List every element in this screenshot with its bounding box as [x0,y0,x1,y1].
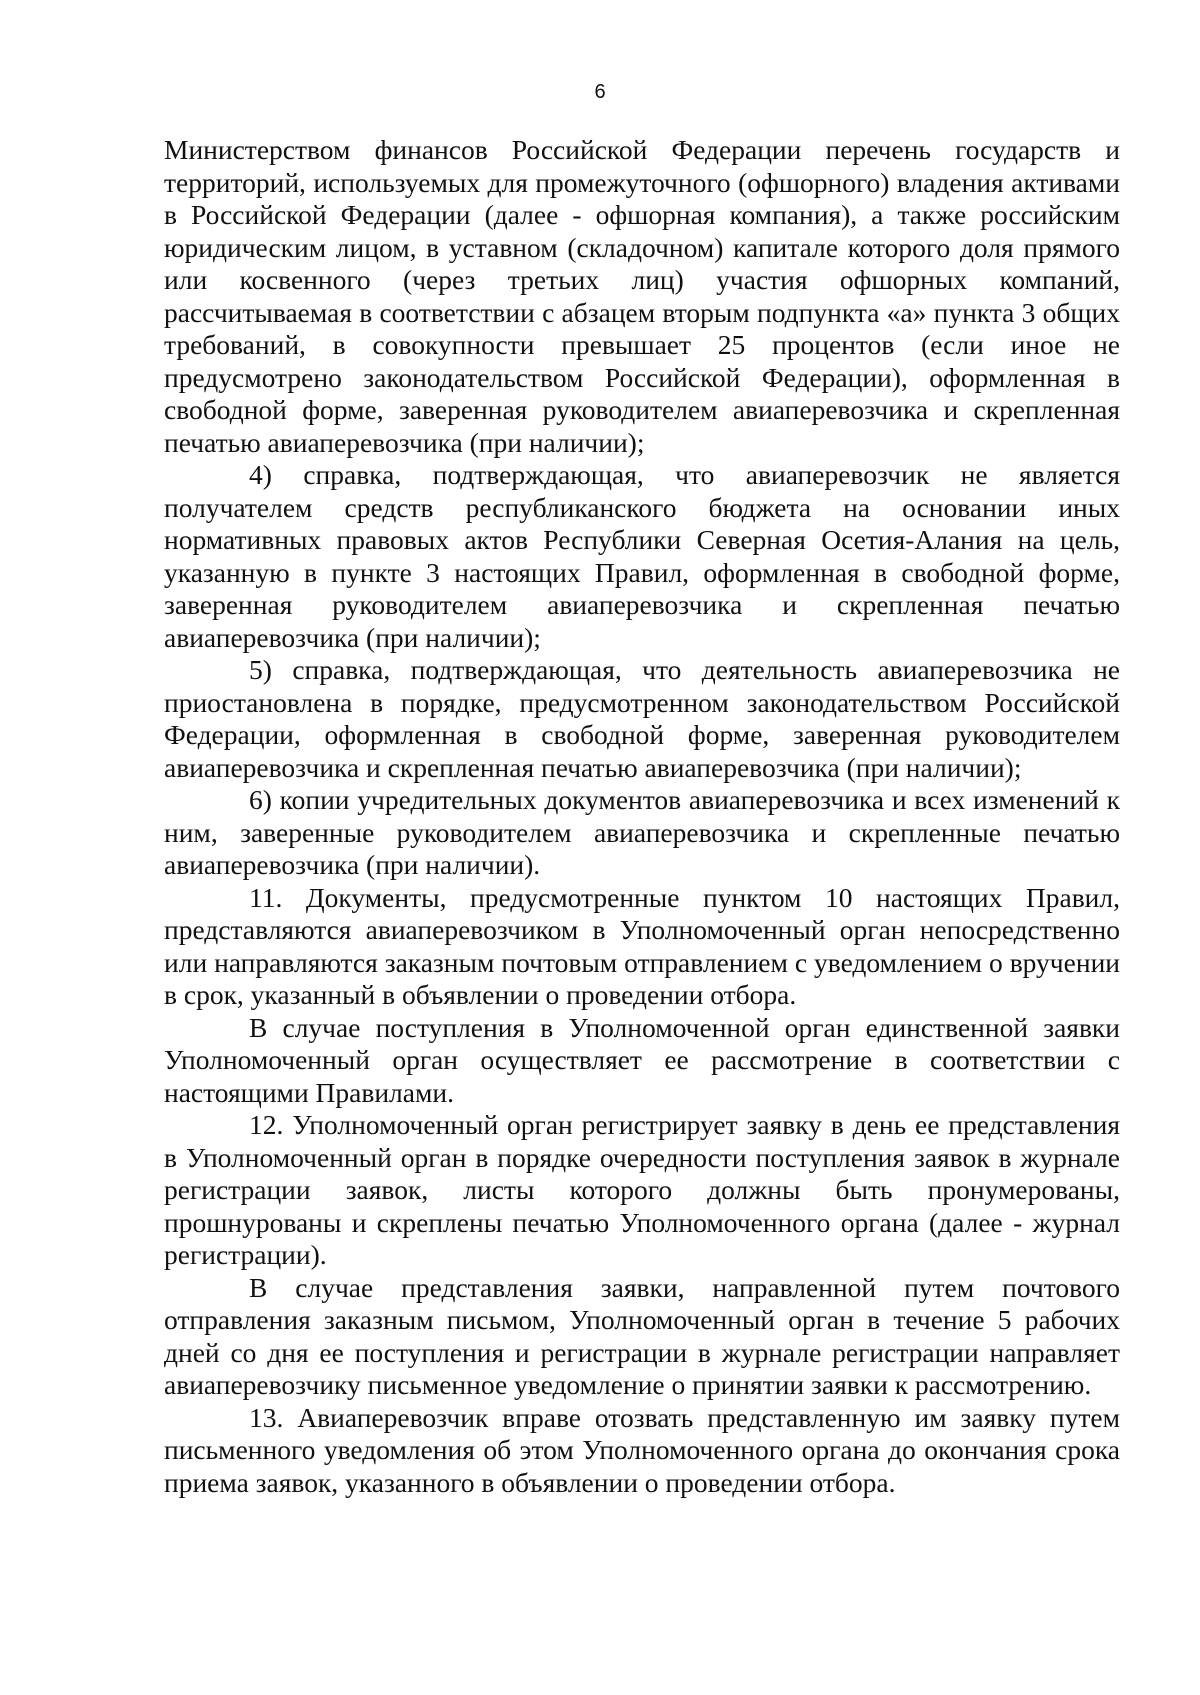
paragraph-single-application: В случае поступления в Уполномоченной орган единственной заявки Уполномоченный орган осуществляет ее рассмотрение в соответствии с настоящими Правилами. [164,1011,1120,1108]
page-number: 6 [594,81,606,103]
paragraph-postal-application: В случае представления заявки, направленной путем почтового отправления заказным письмом, Уполномоченный орган в течение 5 рабочих дней со дня ее поступления и регистрации в журнале регистрации направляет авиаперевозчику письменное уведомление о принятии заявки к рассмотрению. [164,1271,1120,1400]
paragraph-clause-11: 11. Документы, предусмотренные пунктом 10 настоящих Правил, представляются авиаперевозчиком в Уполномоченный орган непосредственно или направляются заказным почтовым отправлением с уведомлением о вручении в срок, указанный в объявлении о проведении отбора. [164,881,1120,1010]
paragraph-item-6: 6) копии учредительных документов авиаперевозчика и всех изменений к ним, заверенные руководителем авиаперевозчика и скрепленные печатью авиаперевозчика (при наличии). [164,784,1120,880]
paragraph-clause-12: 12. Уполномоченный орган регистрирует заявку в день ее представления в Уполномоченный орган в порядке очередности поступления заявок в журнале регистрации заявок, листы которого должны быть пронумерованы, прошнурованы и скреплены печатью Уполномоченного органа (далее - журнал регистрации). [164,1109,1120,1270]
paragraph-item-5: 5) справка, подтверждающая, что деятельность авиаперевозчика не приостановлена в порядке, предусмотренном законодательством Российской Федерации, оформленная в свободной форме, заверенная руководителем авиаперевозчика и скрепленная печатью авиаперевозчика (при наличии); [164,654,1120,783]
paragraph-item-4: 4) справка, подтверждающая, что авиаперевозчик не является получателем средств республиканского бюджета на основании иных нормативных правовых актов Республики Северная Осетия-Алания на цель, указанную в пункте 3 настоящих Правил, оформленная в свободной форме, заверенная руководителем авиаперевозчика и скрепленная печатью авиаперевозчика (при наличии); [164,459,1120,653]
paragraph-offshore-list-continuation: Министерством финансов Российской Федерации перечень государств и территорий, используемых для промежуточного (офшорного) владения активами в Российской Федерации (далее - офшорная компания), а также российским юридическим лицом, в уставном (складочном) капитале которого доля прямого или косвенного (через третьих лиц) участия офшорных компаний, рассчитываемая в соответствии с абзацем вторым подпункта «а» пункта 3 общих требований, в совокупности превышает 25 процентов (если иное не предусмотрено законодательством Российской Федерации), оформленная в свободной форме, заверенная руководителем авиаперевозчика и скрепленная печатью авиаперевозчика (при наличии); [164,134,1120,458]
paragraph-clause-13: 13. Авиаперевозчик вправе отозвать представленную им заявку путем письменного уведомления об этом Уполномоченного органа до окончания срока приема заявок, указанного в объявлении о проведении отбора. [164,1401,1120,1498]
document-body [164,134,1120,1499]
